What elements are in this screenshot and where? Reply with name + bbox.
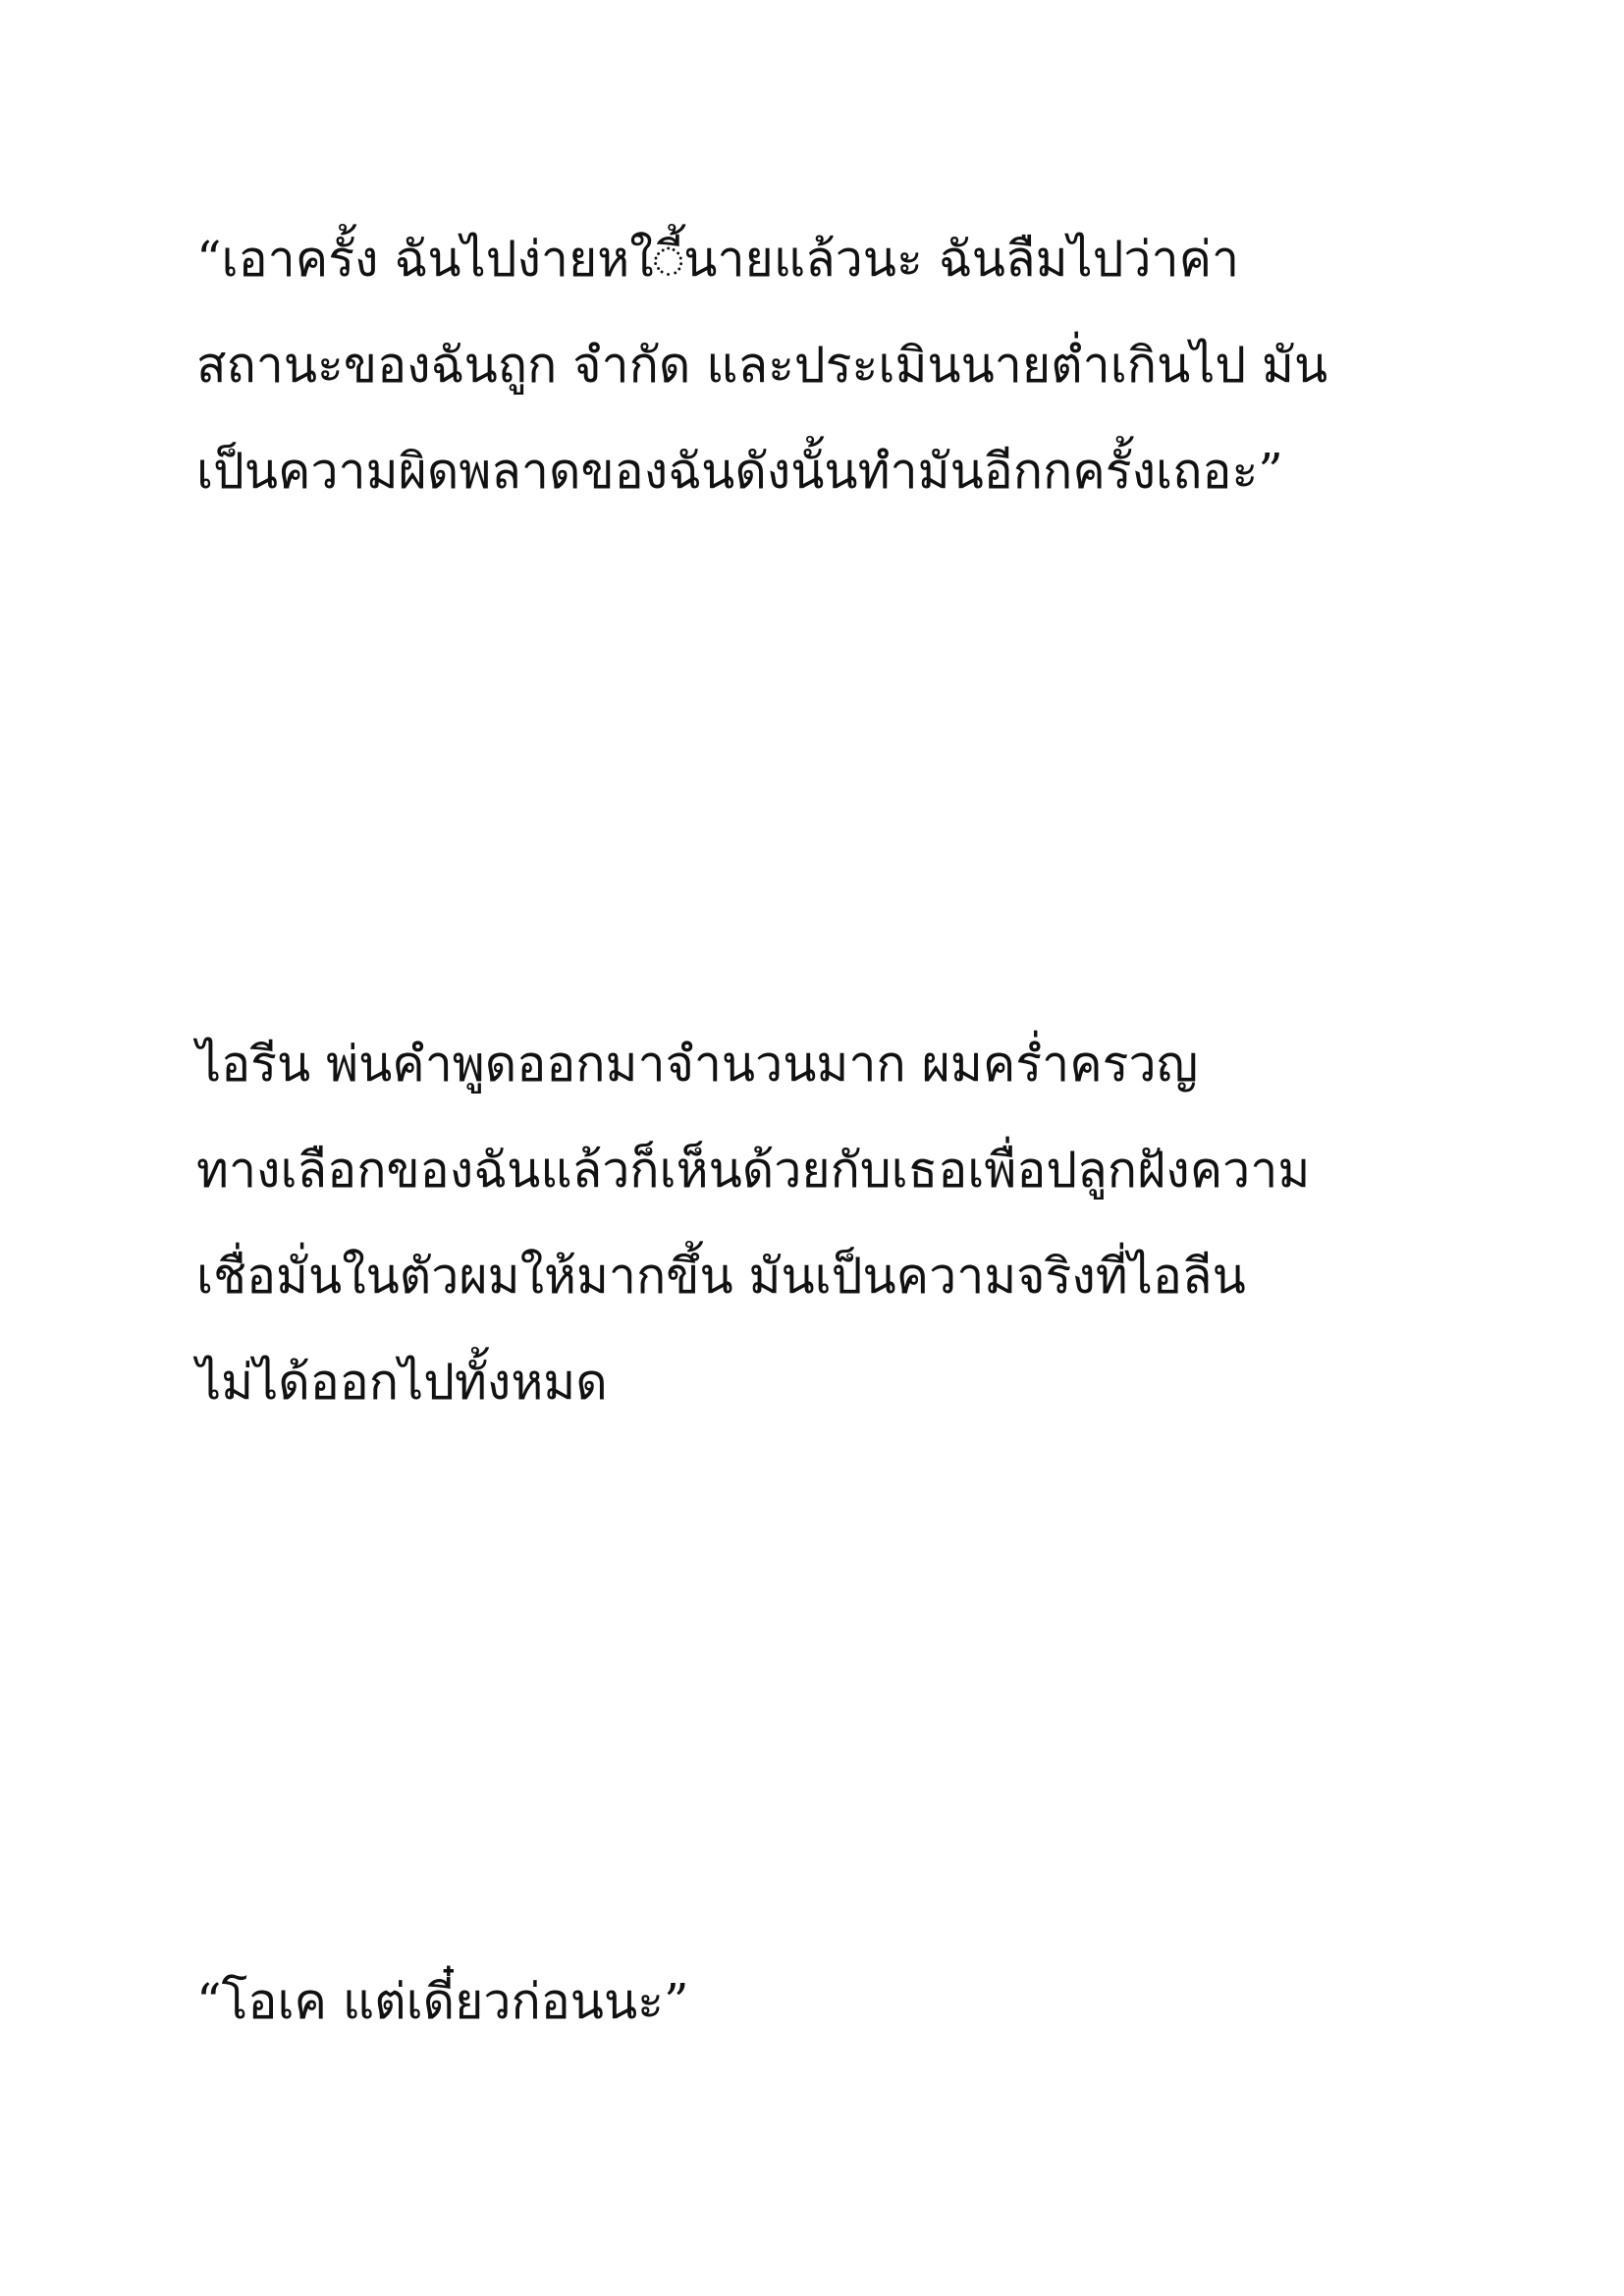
- text-line: เชื่อมั่นในตัวผมให้มากขึ้น มันเป็นความจริงที่ไอลีน: [196, 1248, 1246, 1305]
- text-line: “โอเค แต่เดี๋ยวก่อนนะ”: [196, 1973, 689, 2030]
- paragraph-narration: [196, 1011, 1434, 1435]
- text-line: ทางเลือกของฉันแล้วก็เห็นด้วยกับเธอเพื่อปลูกฝังความ: [196, 1142, 1311, 1199]
- paragraph-dialogue-1: [196, 206, 1434, 524]
- text-line: สถานะของฉันถูก จำกัด และประเมินนายต่ำเกินไป มัน: [196, 337, 1328, 394]
- text-line: “เอาครั้ง ฉันไปง่ายหใ◌ี้นายแล้วนะ ฉันลืมไปว่าค่า: [196, 231, 1240, 288]
- text-line: ไอรีน พ่นคำพูดออกมาจำนวนมาก ผมคร่ำครวญ: [196, 1036, 1199, 1093]
- text-line: ไม่ได้ออกไปทั้งหมด: [196, 1354, 608, 1411]
- paragraph-dialogue-2: [196, 1949, 1434, 2055]
- text-line: เป็นความผิดพลาดของฉันดังนั้นทำมันอีกกครั้งเถอะ”: [196, 443, 1283, 500]
